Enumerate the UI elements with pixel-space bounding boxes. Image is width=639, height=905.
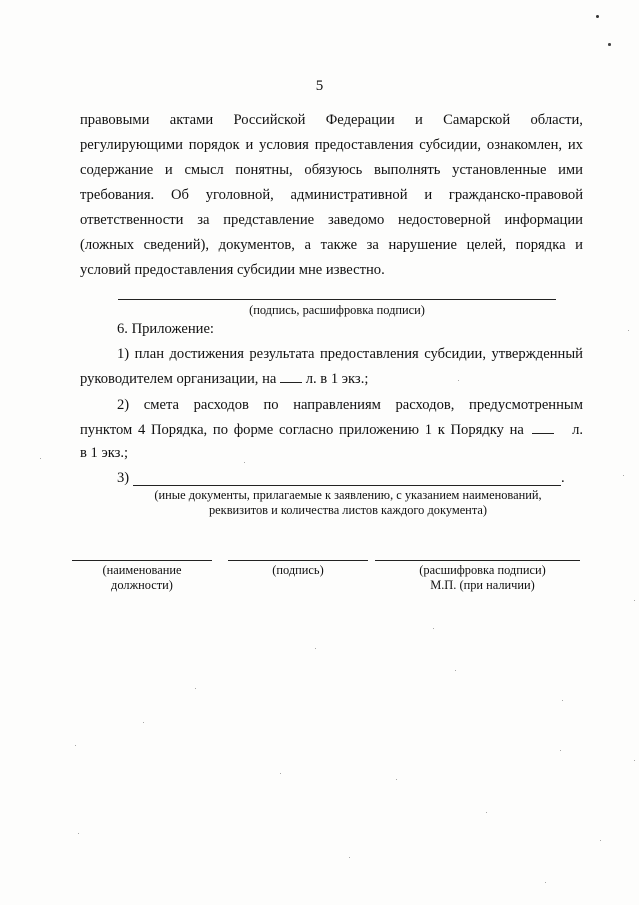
- item1-word: достижения: [169, 346, 244, 362]
- item3-label: 3): [117, 470, 130, 486]
- item2-word: направлениям: [293, 397, 381, 413]
- item2-line2-word: по: [212, 422, 229, 438]
- decode-caption-line1: (расшифровка подписи): [419, 563, 546, 577]
- scan-speck: [458, 380, 459, 381]
- scan-speck: [608, 43, 611, 46]
- paragraph-word: за: [366, 237, 379, 253]
- item1-line2-text: руководителем организации, на: [80, 371, 277, 387]
- paragraph-word: Федерации: [325, 112, 395, 128]
- paragraph-word: нарушение: [388, 237, 457, 253]
- paragraph-word: и: [414, 112, 423, 128]
- item2-line2-word: форме: [233, 422, 274, 438]
- paragraph-word: установленные: [452, 162, 547, 178]
- position-line: [72, 560, 212, 561]
- position-caption-line2: должности): [111, 578, 173, 592]
- paragraph-word: заведомо: [327, 212, 385, 228]
- scan-speck: [634, 760, 635, 761]
- paragraph-word: порядок: [188, 137, 240, 153]
- paragraph-word: актами: [169, 112, 214, 128]
- paragraph-line: [80, 136, 583, 154]
- paragraph-word: целей,: [466, 237, 507, 253]
- paragraph-word: гражданско-правовой: [448, 187, 583, 203]
- item2-line2: [80, 421, 583, 439]
- item1-line2: [80, 370, 368, 388]
- paragraph-word: понятны,: [235, 162, 293, 178]
- item2-line2-word: пунктом: [80, 422, 133, 438]
- paragraph-word: представление: [223, 212, 315, 228]
- paragraph-word: и: [164, 162, 173, 178]
- paragraph-last-line: условий предоставления субсидии мне известно.: [80, 262, 385, 278]
- item3-end: .: [561, 470, 565, 486]
- paragraph-word: Российской: [233, 112, 306, 128]
- scan-speck: [634, 600, 635, 601]
- paragraph-word: Об: [170, 187, 189, 203]
- paragraph-word: обязуюсь: [304, 162, 363, 178]
- paragraph-word: смысл: [184, 162, 224, 178]
- decode-line: [375, 560, 580, 561]
- scan-speck: [40, 458, 41, 459]
- paragraph-word: порядка: [515, 237, 566, 253]
- sheet-count-blank-2[interactable]: [532, 421, 554, 434]
- item2-line2-word: 4: [137, 422, 146, 438]
- item3-fill-line[interactable]: [133, 485, 561, 486]
- scan-speck: [280, 773, 281, 774]
- paragraph-word: и: [245, 137, 254, 153]
- item2-line1: [117, 396, 583, 414]
- paragraph-word: ими: [558, 162, 583, 178]
- paragraph-word: содержание: [80, 162, 154, 178]
- attachment-heading: 6. Приложение:: [117, 321, 214, 337]
- item2-word: 2): [117, 397, 130, 413]
- paragraph-word: области,: [530, 112, 583, 128]
- scan-speck: [195, 688, 196, 689]
- paragraph-word: правовыми: [80, 112, 150, 128]
- scan-speck: [75, 745, 76, 746]
- paragraph-word: их: [567, 137, 583, 153]
- paragraph-word: а: [304, 237, 311, 253]
- item1-word: 1): [117, 346, 130, 362]
- paragraph-word: ознакомлен,: [486, 137, 563, 153]
- paragraph-word: недостоверной: [398, 212, 491, 228]
- scan-speck: [455, 670, 456, 671]
- item2-line2-word: приложению: [339, 422, 420, 438]
- scan-speck: [562, 700, 563, 701]
- paragraph-word: выполнять: [373, 162, 441, 178]
- item1-line1: [117, 345, 583, 363]
- scan-speck: [244, 462, 245, 463]
- paragraph-word: за: [197, 212, 210, 228]
- item1-word: утвержденный: [491, 346, 583, 362]
- footer-signature-line: [228, 560, 368, 561]
- paragraph-line: [80, 236, 583, 254]
- item2-line2-word: на: [509, 422, 524, 438]
- item2-word: предусмотренным: [469, 397, 583, 413]
- paragraph-line: [80, 111, 583, 129]
- paragraph-word: субсидии,: [419, 137, 482, 153]
- item2-line2-end: л.: [572, 422, 583, 438]
- paragraph-word: уголовной,: [205, 187, 274, 203]
- scan-speck: [545, 882, 546, 883]
- item2-line2-word: к: [437, 422, 445, 438]
- scan-speck: [349, 857, 350, 858]
- item2-line3: в 1 экз.;: [80, 445, 129, 461]
- scan-speck: [486, 812, 487, 813]
- paragraph-line: [80, 186, 583, 204]
- paragraph-word: и: [424, 187, 433, 203]
- item2-word: смета: [143, 397, 179, 413]
- signature-caption: (подпись, расшифровка подписи): [249, 303, 425, 317]
- paragraph-word: Самарской: [443, 112, 511, 128]
- sheet-count-blank-1[interactable]: [280, 370, 302, 383]
- paragraph-word: ответственности: [80, 212, 184, 228]
- scan-speck: [78, 833, 79, 834]
- paragraph-word: предоставления: [314, 137, 414, 153]
- item1-word: результата: [249, 346, 315, 362]
- signature-line: [118, 299, 556, 300]
- paragraph-word: требования.: [80, 187, 155, 203]
- item3-caption-line1: (иные документы, прилагаемые к заявлению, с указанием наименований,: [154, 488, 542, 502]
- scan-speck: [396, 779, 397, 780]
- scan-speck: [628, 330, 629, 331]
- paragraph-word: (ложных: [80, 237, 135, 253]
- footer-signature-caption: (подпись): [272, 563, 324, 577]
- scan-speck: [315, 648, 316, 649]
- paragraph-word: также: [320, 237, 358, 253]
- scan-speck: [596, 15, 599, 18]
- paragraph-line: [80, 161, 583, 179]
- item2-line2-words: [80, 421, 524, 439]
- position-caption-line1: (наименование: [102, 563, 182, 577]
- paragraph-word: административной: [290, 187, 408, 203]
- paragraph-word: и: [575, 237, 583, 253]
- paragraph-line: [80, 211, 583, 229]
- item2-word: расходов,: [395, 397, 455, 413]
- paragraph-word: условия: [259, 137, 309, 153]
- item3-caption-line2: реквизитов и количества листов каждого документа): [208, 503, 488, 517]
- paragraph-word: документов,: [218, 237, 295, 253]
- item1-line2-tail: л. в 1 экз.;: [305, 371, 369, 387]
- item2-word: по: [263, 397, 279, 413]
- item1-word: предоставления: [319, 346, 419, 362]
- scan-speck: [143, 722, 144, 723]
- scan-speck: [560, 750, 561, 751]
- decode-caption-line2: М.П. (при наличии): [430, 578, 535, 592]
- scan-speck: [600, 840, 601, 841]
- item1-word: план: [134, 346, 165, 362]
- paragraph-word: регулирующими: [80, 137, 183, 153]
- item2-word: расходов: [193, 397, 249, 413]
- item2-line2-word: Порядку: [450, 422, 504, 438]
- scan-speck: [623, 475, 624, 476]
- paragraph-word: информации: [504, 212, 583, 228]
- page-number: 5: [315, 78, 324, 94]
- item2-line2-word: 1: [424, 422, 433, 438]
- paragraph-word: сведений),: [143, 237, 210, 253]
- scan-speck: [433, 628, 434, 629]
- item2-line2-word: Порядка,: [150, 422, 208, 438]
- item2-line2-word: согласно: [278, 422, 334, 438]
- item1-word: субсидии,: [424, 346, 486, 362]
